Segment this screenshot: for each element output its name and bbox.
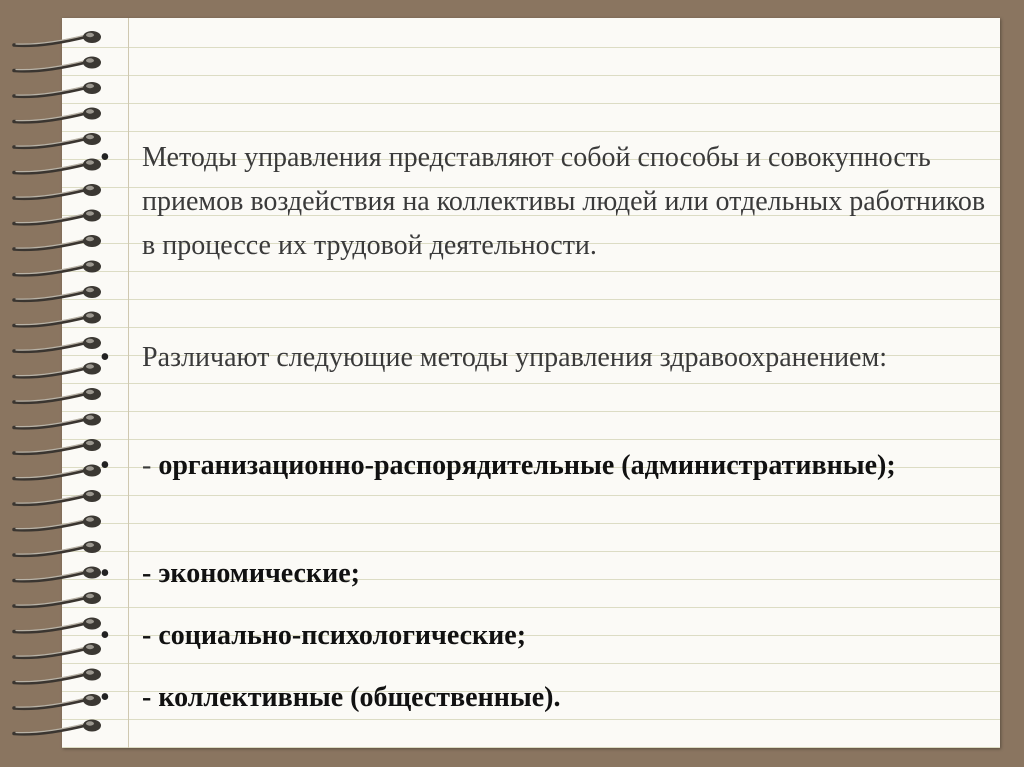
bullet: • [100, 682, 110, 713]
bullet: • [100, 620, 110, 651]
method-collective: - коллективные (общественные). [142, 682, 561, 713]
method-administrative [142, 444, 1002, 488]
method-economic: - экономические; [142, 558, 360, 589]
intro-text: Различают следующие методы управления здравоохранением: [142, 342, 887, 373]
bullet: • [100, 342, 110, 373]
definition-text: Методы управления представляют собой способы и совокупность приемов воздействия на коллективы людей или отдельных работников в процессе их трудовой деятельности. [142, 142, 986, 261]
bullet: • [100, 450, 110, 481]
method-social-psychological: - социально-психологические; [142, 620, 527, 651]
bullet: • [100, 142, 110, 173]
dash-prefix: - [142, 450, 159, 481]
method-administrative-label: организационно-распорядительные (административные); [158, 450, 896, 481]
bullet: • [100, 558, 110, 589]
